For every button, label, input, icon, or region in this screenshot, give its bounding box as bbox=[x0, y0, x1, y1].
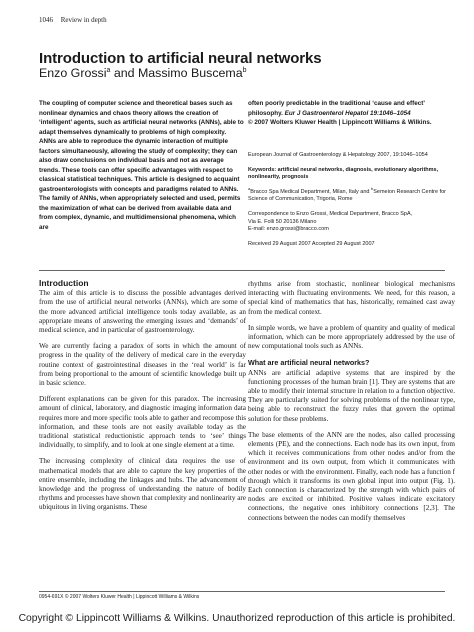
abstract-copyright: © 2007 Wolters Kluwer Health | Lippincott Williams & Wilkins. bbox=[248, 119, 432, 126]
paragraph: Different explanations can be given for this paradox. The increasing amount of clinical, laboratory, and diagnostic imaging information data requires more and more specific tools able to gather and recompose this information, and these tools are not easily available today as the traditional statistical reductionistic approach tends to ‘see’ things individually, to simplify, and to look at one single element at a time. bbox=[39, 395, 246, 450]
keywords-list: artificial neural networks, diagnosis, evolutionary algorithms, nonlinearity, prognosis bbox=[248, 166, 439, 181]
heading-introduction: Introduction bbox=[39, 278, 89, 288]
affiliation-mark: b bbox=[242, 66, 247, 74]
author-conjunction: and bbox=[110, 66, 138, 80]
correspondence-line: Correspondence to Enzo Grossi, Medical Department, Bracco SpA, bbox=[248, 210, 413, 217]
article-authors bbox=[39, 66, 247, 80]
affiliation-mark: b bbox=[371, 185, 374, 191]
article-title: Introduction to artificial neural networks bbox=[39, 50, 322, 67]
paragraph: The aim of this article is to discuss the possible advantages derived from the use of artificial neural networks (ANNs), which are some of the more advanced artificial intelligence tools today available, as an appropriate means of answering the emerging issues and ‘demands’ of medical science, and in particular of gastroenterology. bbox=[39, 289, 246, 335]
heading-what-are-anns: What are artificial neural networks? bbox=[248, 358, 370, 368]
paragraph: ANNs are artificial adaptive systems that are inspired by the functioning processes of the human brain [1]. They are systems that are able to modify their internal structure in relation to a function objective. They are particularly suited for solving problems of the nonlinear type, being able to reconstruct the fuzzy rules that govern the optimal solution for these problems. bbox=[248, 368, 455, 423]
footer-divider bbox=[39, 591, 445, 592]
received-dates: Received 29 August 2007 Accepted 29 August 2007 bbox=[248, 240, 375, 247]
page-footer: 0954-691X © 2007 Wolters Kluwer Health | Lippincott Williams & Wilkins bbox=[39, 594, 200, 600]
affiliation-mark: a bbox=[106, 66, 111, 74]
affiliation-a: Bracco Spa Medical Department, Milan, Italy and bbox=[250, 188, 371, 195]
section-divider bbox=[39, 270, 445, 271]
author-name: Enzo Grossi bbox=[39, 66, 107, 80]
body-column-left bbox=[39, 279, 246, 520]
affiliation-mark: a bbox=[248, 185, 251, 191]
affiliation-b: Semeion Research Centre for Science of Communication, Trigoria, Rome bbox=[248, 188, 446, 203]
keywords bbox=[248, 167, 458, 182]
paragraph: The base elements of the ANN are the nodes, also called processing elements (PE), and the connections. Each node has its own input, from which it receives communications from other nodes and/or from the environment and its own output, from which it communicates with other nodes or with the environment. Finally, each node has a function f through which it transforms its own global input into output (Fig. 1). Each connection is characterized by the strength with which pairs of nodes are excited or inhibited. Positive values indicate excitatory connections, the negative ones inhibitory connections [2,3]. The connections between the nodes can modify themselves bbox=[248, 430, 455, 522]
abstract-left: The coupling of computer science and theoretical bases such as nonlinear dynamics and chaos theory allows the creation of ‘intelligent’ agents, such as artificial neural networks (ANNs), able to adapt themselves dynamically to problems of high complexity. ANNs are able to reproduce the dynamic interaction of multiple factors simultaneously, allowing the study of complexity; they can also draw conclusions on individual basis and not as average trends. These tools can offer specific advantages with respect to classical statistical techniques. This article is designed to acquaint gastroenterologists with concepts and paradigms related to ANNs. The family of ANNs, when appropriately selected and used, permits the maximization of what can be derived from available data and from complex, dynamic, and multidimensional phenomena, which are bbox=[39, 100, 244, 231]
paragraph: In simple words, we have a problem of quantity and quality of medical information, which can be more appropriately addressed by the use of new computational tools such as ANNs. bbox=[248, 323, 455, 351]
section-label: Review in depth bbox=[60, 16, 107, 24]
abstract-right bbox=[248, 99, 448, 128]
abstract-continuation: often poorly predictable in the traditional ‘cause and effect’ philosophy. bbox=[248, 100, 425, 117]
copyright-notice: Copyright © Lippincott Williams & Wilkins. Unauthorized reproduction of this article is prohibited. bbox=[18, 613, 456, 624]
journal-line: European Journal of Gastroenterology & Hepatology 2007, 19:1046–1054 bbox=[248, 152, 428, 158]
author-name: Massimo Buscema bbox=[137, 66, 243, 80]
body-column-right bbox=[248, 280, 455, 530]
keywords-label: Keywords: bbox=[248, 166, 277, 173]
paragraph: rhythms arise from stochastic, nonlinear biological mechanisms interacting with fluctuating environments. We need, for this reason, a special kind of mathematics that has, historically, remained cast away from the medical context. bbox=[248, 280, 455, 316]
correspondence-email: E-mail: enzo.grossi@bracco.com bbox=[248, 226, 329, 233]
correspondence-line: Via E. Folli 50 20136 Milano bbox=[248, 218, 317, 225]
running-head bbox=[39, 16, 113, 24]
article-metadata bbox=[248, 152, 458, 255]
correspondence bbox=[248, 211, 458, 234]
paragraph: The increasing complexity of clinical data requires the use of mathematical models that are able to capture the key properties of the entire ensemble, including the linkages and hubs. The advancement of knowledge and the progress of understanding the nature of bodily rhythms and processes have shown that complexity and nonlinearity are ubiquitous in living organisms. These bbox=[39, 457, 246, 512]
page-number: 1046 bbox=[39, 16, 53, 24]
affiliations bbox=[248, 185, 458, 204]
paragraph: We are currently facing a paradox of sorts in which the amount of progress in the quality of the delivery of medical care in the everyday routine context of gastrointestinal diseases in the ‘real world’ is far from being proportional to the amount of scientific knowledge built up in basic science. bbox=[39, 342, 246, 388]
journal-citation: Eur J Gastroenterol Hepatol 19:1046–1054 bbox=[284, 109, 411, 117]
